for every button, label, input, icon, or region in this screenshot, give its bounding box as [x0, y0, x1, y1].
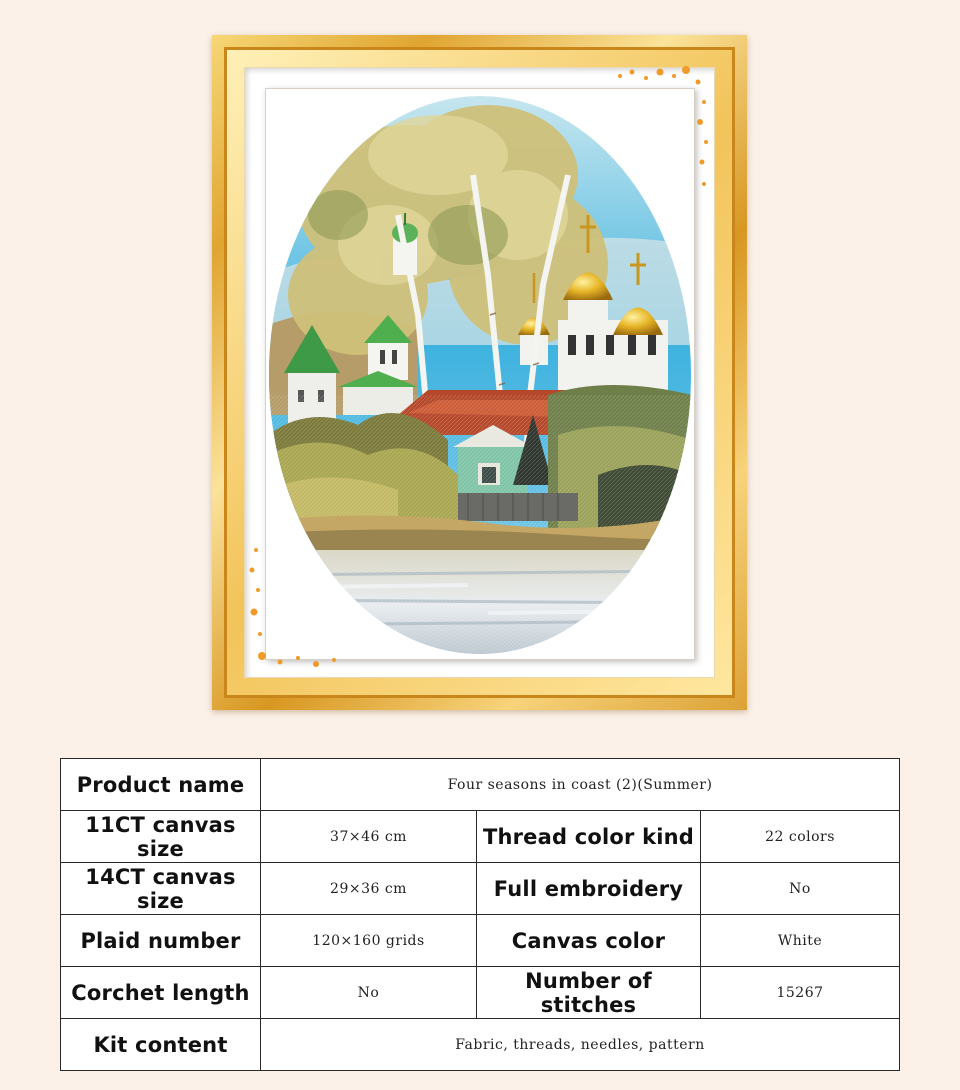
spec-value: 22 colors	[701, 811, 900, 863]
spec-value: 37×46 cm	[261, 811, 477, 863]
spec-label: 11CT canvas size	[61, 811, 261, 863]
spec-value: Four seasons in coast (2)(Summer)	[261, 759, 900, 811]
decorative-dots-top-right	[600, 62, 720, 202]
spec-label: Plaid number	[61, 915, 261, 967]
spec-label: 14CT canvas size	[61, 863, 261, 915]
table-row	[61, 1019, 900, 1071]
spec-label: Number of stitches	[477, 967, 701, 1019]
spec-value: 29×36 cm	[261, 863, 477, 915]
table-row	[61, 967, 900, 1019]
spec-label: Corchet length	[61, 967, 261, 1019]
spec-value: No	[701, 863, 900, 915]
product-spec-table	[60, 758, 900, 1071]
spec-value: White	[701, 915, 900, 967]
decorative-dots-bottom-left	[242, 540, 362, 675]
spec-label: Full embroidery	[477, 863, 701, 915]
spec-value: 15267	[701, 967, 900, 1019]
spec-label: Product name	[61, 759, 261, 811]
table-row	[61, 811, 900, 863]
table-row	[61, 863, 900, 915]
spec-label: Thread color kind	[477, 811, 701, 863]
spec-value: No	[261, 967, 477, 1019]
spec-label: Canvas color	[477, 915, 701, 967]
table-row	[61, 759, 900, 811]
spec-value: 120×160 grids	[261, 915, 477, 967]
table-row	[61, 915, 900, 967]
spec-label: Kit content	[61, 1019, 261, 1071]
spec-value: Fabric, threads, needles, pattern	[261, 1019, 900, 1071]
